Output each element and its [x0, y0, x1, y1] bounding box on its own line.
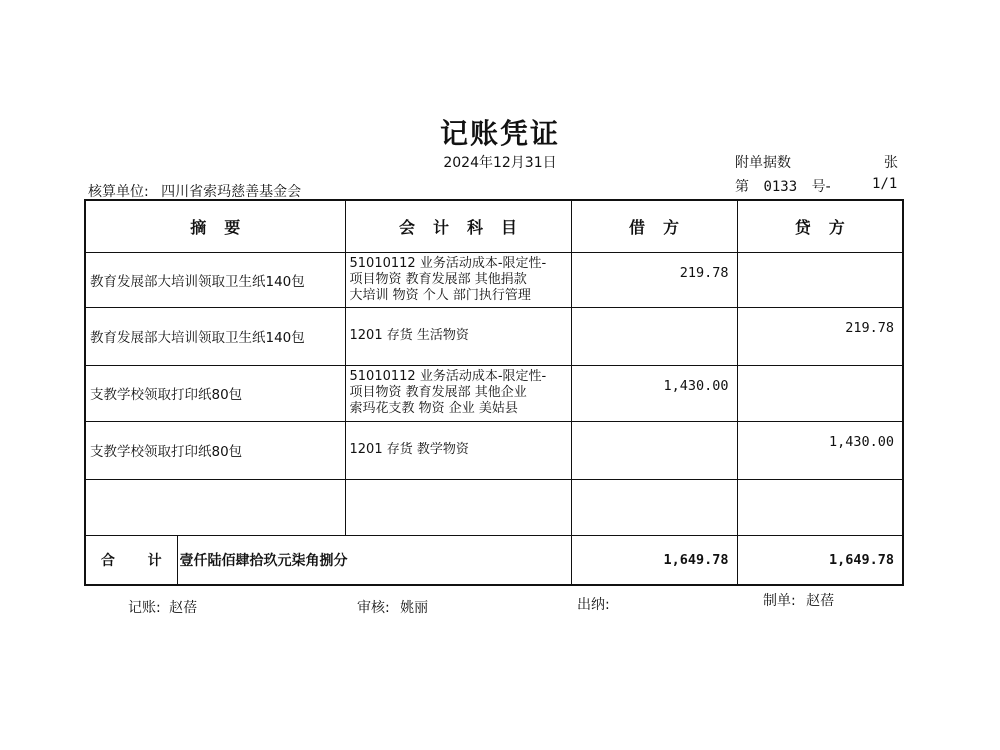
account-line: 51010112 业务活动成本-限定性-: [349, 369, 547, 384]
account-line: 1201 存货 教学物资: [349, 442, 469, 457]
row-debit: 1,430.00: [571, 365, 737, 421]
empty-cell: [737, 479, 903, 535]
reviewer-name: 姚丽: [400, 600, 429, 616]
reviewer: [357, 597, 428, 617]
voucher-no: 0133: [763, 179, 798, 195]
row-debit: [571, 421, 737, 479]
column-header-summary: 摘要: [85, 200, 345, 252]
account-line: 51010112 业务活动成本-限定性-: [349, 255, 547, 271]
row-debit: 219.78: [571, 252, 737, 307]
row-account: [345, 307, 571, 365]
preparer-label: 制单:: [763, 593, 796, 609]
row-summary: 支教学校领取打印纸80包: [85, 421, 345, 479]
voucher-date: 2024年12月31日: [443, 155, 557, 171]
empty-cell: [345, 479, 571, 535]
column-header-account: 会计科目: [345, 200, 571, 252]
voucher-table: [84, 199, 904, 586]
row-account: [345, 252, 571, 307]
bookkeeper: [128, 597, 197, 617]
total-amount-in-words: 壹仟陆佰肆拾玖元柒角捌分: [177, 535, 571, 585]
unit-label: 核算单位:: [88, 184, 149, 200]
preparer: [763, 590, 834, 610]
page-indicator: 1/1: [872, 176, 898, 192]
empty-cell: [571, 479, 737, 535]
account-line: 索玛花支教 物资 企业 美姑县: [349, 401, 518, 416]
preparer-name: 赵蓓: [806, 593, 835, 609]
voucher-no-label: 第: [735, 179, 749, 195]
row-credit: [737, 252, 903, 307]
attachments-unit: 张: [884, 155, 898, 171]
unit-name: 四川省索玛慈善基金会: [161, 184, 302, 200]
voucher-title: 记账凭证: [439, 117, 560, 150]
column-header-debit: 借方: [571, 200, 737, 252]
table-row: [85, 307, 903, 365]
attachments-label: 附单据数: [735, 155, 791, 171]
column-header-credit: 贷方: [737, 200, 903, 252]
table-row-empty: [85, 479, 903, 535]
table-row: [85, 421, 903, 479]
total-credit: 1,649.78: [737, 535, 903, 585]
total-debit: 1,649.78: [571, 535, 737, 585]
row-debit: [571, 307, 737, 365]
row-account: [345, 421, 571, 479]
table-header-row: [85, 200, 903, 252]
table-row: [85, 252, 903, 307]
row-summary: 教育发展部大培训领取卫生纸140包: [85, 252, 345, 307]
empty-cell: [85, 479, 345, 535]
cashier: [577, 594, 616, 614]
bookkeeper-name: 赵蓓: [169, 600, 198, 616]
accounting-unit: [88, 181, 301, 201]
row-account: [345, 365, 571, 421]
table-total-row: [85, 535, 903, 585]
row-credit: 1,430.00: [737, 421, 903, 479]
table-row: [85, 365, 903, 421]
bookkeeper-label: 记账:: [128, 600, 161, 616]
cashier-label: 出纳:: [577, 597, 610, 613]
account-line: 项目物资 教育发展部 其他企业: [349, 385, 527, 400]
row-credit: [737, 365, 903, 421]
row-credit: 219.78: [737, 307, 903, 365]
voucher-no-suffix: 号-: [811, 179, 831, 195]
row-summary: 教育发展部大培训领取卫生纸140包: [85, 307, 345, 365]
account-line: 1201 存货 生活物资: [349, 328, 469, 343]
account-line: 项目物资 教育发展部 其他捐款: [349, 271, 527, 287]
account-line: 大培训 物资 个人 部门执行管理: [349, 287, 531, 303]
total-label: 合 计: [85, 535, 177, 585]
reviewer-label: 审核:: [357, 600, 390, 616]
voucher-number: [735, 176, 831, 196]
row-summary: 支教学校领取打印纸80包: [85, 365, 345, 421]
